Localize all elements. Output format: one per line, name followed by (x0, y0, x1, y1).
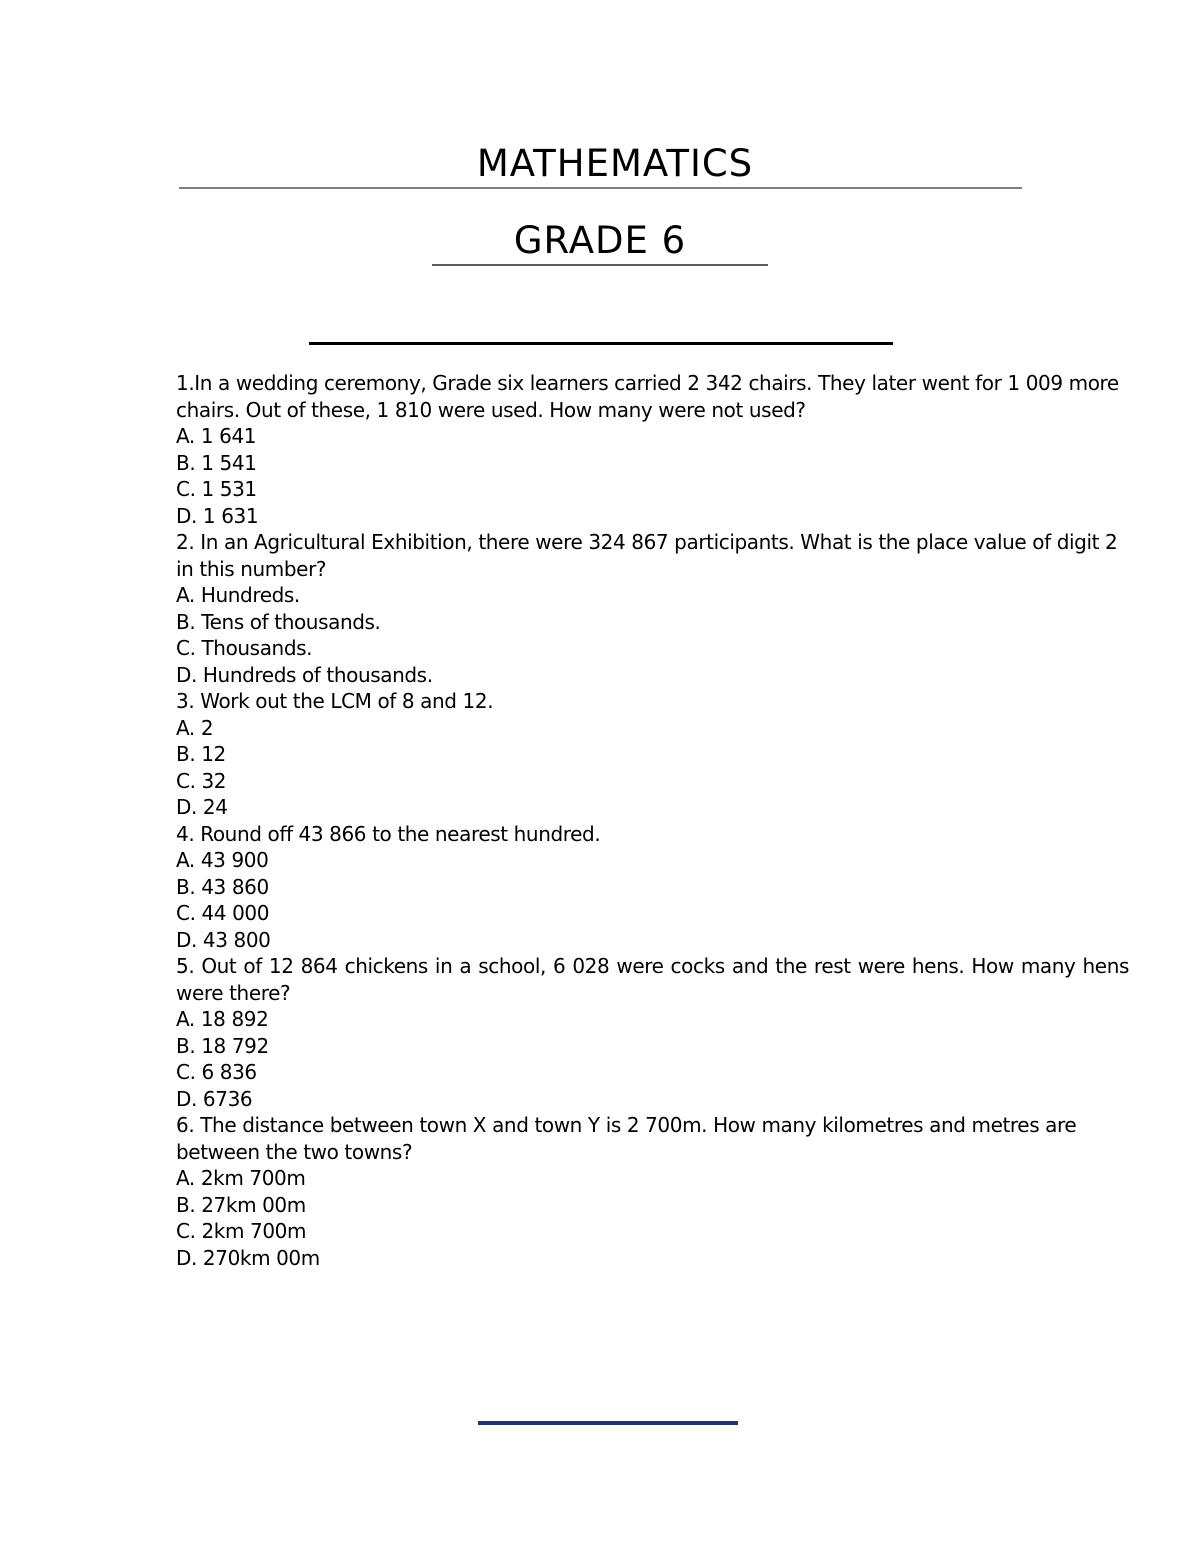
option-b: B. 18 792 (176, 1033, 269, 1058)
question-2 (176, 529, 1129, 688)
question-3 (176, 688, 1129, 821)
section-divider (309, 342, 893, 345)
option-c: C. Thousands. (176, 636, 313, 660)
option-d: D. 6736 (176, 1086, 253, 1111)
option-a: A. 43 900 (176, 848, 269, 872)
question-5 (176, 953, 1129, 1112)
option-b: B. 12 (176, 742, 226, 766)
option-a: A. 2km 700m (176, 1166, 306, 1190)
option-d: D. 1 631 (176, 503, 259, 528)
question-4 (176, 821, 1129, 954)
option-a: A. Hundreds. (176, 583, 300, 607)
option-c: C. 2km 700m (176, 1219, 307, 1243)
option-d: D. 43 800 (176, 927, 271, 952)
question-list (176, 370, 1129, 1271)
question-text: 1.In a wedding ceremony, Grade six learners carried 2 342 chairs. They later went for 1 009 more chairs. Out of these, 1 810 were used. How many were not used? (176, 371, 1119, 422)
option-d: D. 270km 00m (176, 1245, 320, 1270)
option-b: B. 27km 00m (176, 1192, 306, 1217)
option-b: B. 43 860 (176, 874, 269, 899)
option-d: D. Hundreds of thousands. (176, 662, 433, 687)
option-a: A. 18 892 (176, 1007, 269, 1031)
option-c: C. 1 531 (176, 477, 257, 501)
option-b: B. Tens of thousands. (176, 609, 381, 634)
grade-underline (432, 264, 768, 266)
option-c: C. 44 000 (176, 901, 270, 925)
question-text: 6. The distance between town X and town Y is 2 700m. How many kilometres and metres are between the two towns? (176, 1113, 1077, 1164)
question-text: 3. Work out the LCM of 8 and 12. (176, 689, 494, 713)
option-d: D. 24 (176, 795, 228, 819)
question-text: 4. Round off 43 866 to the nearest hundred. (176, 821, 601, 846)
option-c: C. 6 836 (176, 1060, 257, 1084)
option-b: B. 1 541 (176, 450, 257, 475)
footer-divider (478, 1421, 738, 1425)
question-1 (176, 370, 1129, 529)
option-a: A. 2 (176, 715, 214, 740)
document-title: MATHEMATICS (476, 142, 754, 185)
option-a: A. 1 641 (176, 424, 257, 448)
option-c: C. 32 (176, 768, 227, 793)
grade-heading: GRADE 6 (513, 219, 687, 262)
question-text: 2. In an Agricultural Exhibition, there were 324 867 participants. What is the place value of digit 2 in this number? (176, 530, 1118, 581)
question-6 (176, 1112, 1129, 1271)
question-text: 5. Out of 12 864 chickens in a school, 6 028 were cocks and the rest were hens. How many hens were there? (176, 954, 1129, 1005)
title-underline (179, 187, 1022, 189)
